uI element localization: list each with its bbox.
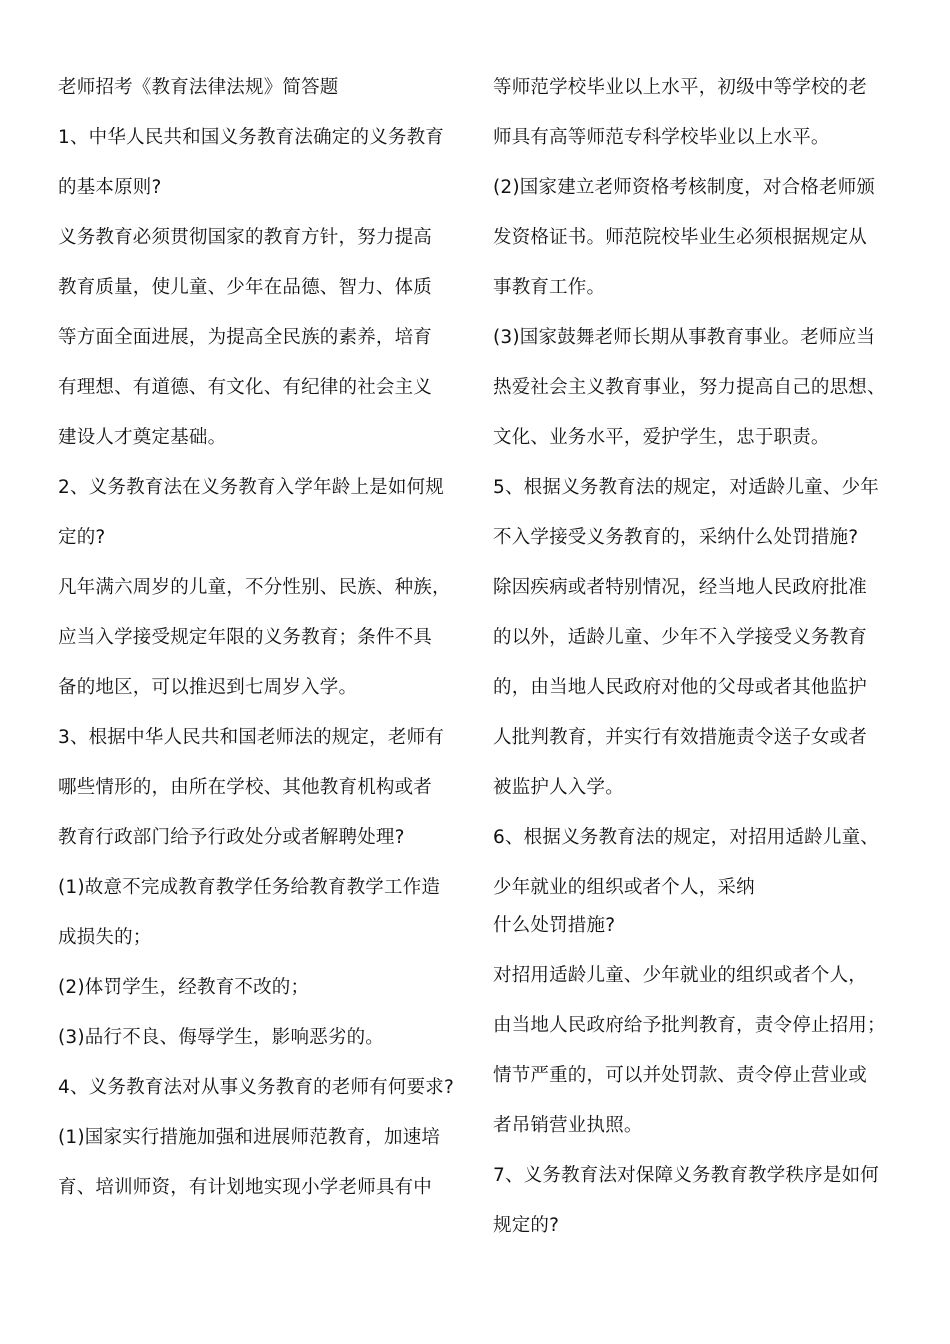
answer-4-item-1-cont: 等师范学校毕业以上水平，初级中等学校的老 bbox=[493, 77, 868, 98]
answer-1-cont: 建设人才奠定基础。 bbox=[58, 427, 227, 448]
answer-1: 义务教育必须贯彻国家的教育方针，努力提高 bbox=[58, 227, 433, 248]
question-6-cont: 少年就业的组织或者个人，采纳 bbox=[493, 877, 755, 898]
answer-3-item-1: (1)故意不完成教育教学任务给教育教学工作造 bbox=[58, 877, 441, 898]
answer-4-item-3-cont: 文化、业务水平，爱护学生，忠于职责。 bbox=[493, 427, 830, 448]
right-column bbox=[493, 70, 893, 1258]
question-1: 1、中华人民共和国义务教育法确定的义务教育 bbox=[58, 127, 444, 148]
question-2-cont: 定的? bbox=[58, 527, 106, 548]
answer-3-item-1-cont: 成损失的； bbox=[58, 927, 152, 948]
question-6-cont: 什么处罚措施? bbox=[493, 915, 616, 936]
answer-1-cont: 等方面全面进展，为提高全民族的素养，培育 bbox=[58, 327, 433, 348]
answer-2-cont: 应当入学接受规定年限的义务教育；条件不具 bbox=[58, 627, 433, 648]
question-7: 7、义务教育法对保障义务教育教学秩序是如何 bbox=[493, 1165, 879, 1186]
answer-5-cont: 的以外，适龄儿童、少年不入学接受义务教育 bbox=[493, 627, 868, 648]
question-3: 3、根据中华人民共和国老师法的规定，老师有 bbox=[58, 727, 444, 748]
answer-5-cont: 被监护人入学。 bbox=[493, 777, 624, 798]
answer-4-item-2-cont: 事教育工作。 bbox=[493, 277, 606, 298]
answer-2-cont: 备的地区，可以推迟到七周岁入学。 bbox=[58, 677, 358, 698]
question-6: 6、根据义务教育法的规定，对招用适龄儿童、 bbox=[493, 827, 879, 848]
answer-4-item-3: (3)国家鼓舞老师长期从事教育事业。老师应当 bbox=[493, 327, 876, 348]
left-column bbox=[58, 70, 468, 1220]
answer-4-item-3-cont: 热爱社会主义教育事业，努力提高自己的思想、 bbox=[493, 377, 886, 398]
question-1-cont: 的基本原则? bbox=[58, 177, 162, 198]
answer-1-cont: 有理想、有道德、有文化、有纪律的社会主义 bbox=[58, 377, 433, 398]
question-5: 5、根据义务教育法的规定，对适龄儿童、少年 bbox=[493, 477, 879, 498]
answer-4-item-2-cont: 发资格证书。师范院校毕业生必须根据规定从 bbox=[493, 227, 868, 248]
question-4: 4、义务教育法对从事义务教育的老师有何要求? bbox=[58, 1077, 454, 1098]
answer-5: 除因疾病或者特别情况，经当地人民政府批准 bbox=[493, 577, 868, 598]
answer-3-item-2: (2)体罚学生，经教育不改的； bbox=[58, 977, 310, 998]
answer-3-item-3: (3)品行不良、侮辱学生，影响恶劣的。 bbox=[58, 1027, 385, 1048]
answer-4-item-1: (1)国家实行措施加强和进展师范教育，加速培 bbox=[58, 1127, 441, 1148]
question-3-cont: 哪些情形的，由所在学校、其他教育机构或者 bbox=[58, 777, 433, 798]
question-7-cont: 规定的? bbox=[493, 1215, 560, 1236]
answer-4-item-2: (2)国家建立老师资格考核制度，对合格老师颁 bbox=[493, 177, 876, 198]
answer-5-cont: 人批判教育，并实行有效措施责令送子女或者 bbox=[493, 727, 868, 748]
answer-4-item-1-cont: 育、培训师资，有计划地实现小学老师具有中 bbox=[58, 1177, 433, 1198]
answer-6: 对招用适龄儿童、少年就业的组织或者个人， bbox=[493, 965, 868, 986]
document-title: 老师招考《教育法律法规》简答题 bbox=[58, 77, 339, 98]
question-5-cont: 不入学接受义务教育的，采纳什么处罚措施? bbox=[493, 527, 859, 548]
answer-4-item-1-cont: 师具有高等师范专科学校毕业以上水平。 bbox=[493, 127, 830, 148]
answer-6-cont: 者吊销营业执照。 bbox=[493, 1115, 643, 1136]
answer-6-cont: 由当地人民政府给予批判教育，责令停止招用； bbox=[493, 1015, 886, 1036]
answer-2: 凡年满六周岁的儿童，不分性别、民族、种族， bbox=[58, 577, 451, 598]
answer-6-cont: 情节严重的，可以并处罚款、责令停止营业或 bbox=[493, 1065, 868, 1086]
question-2: 2、义务教育法在义务教育入学年龄上是如何规 bbox=[58, 477, 444, 498]
question-3-cont: 教育行政部门给予行政处分或者解聘处理? bbox=[58, 827, 405, 848]
answer-1-cont: 教育质量，使儿童、少年在品德、智力、体质 bbox=[58, 277, 433, 298]
answer-5-cont: 的，由当地人民政府对他的父母或者其他监护 bbox=[493, 677, 868, 698]
